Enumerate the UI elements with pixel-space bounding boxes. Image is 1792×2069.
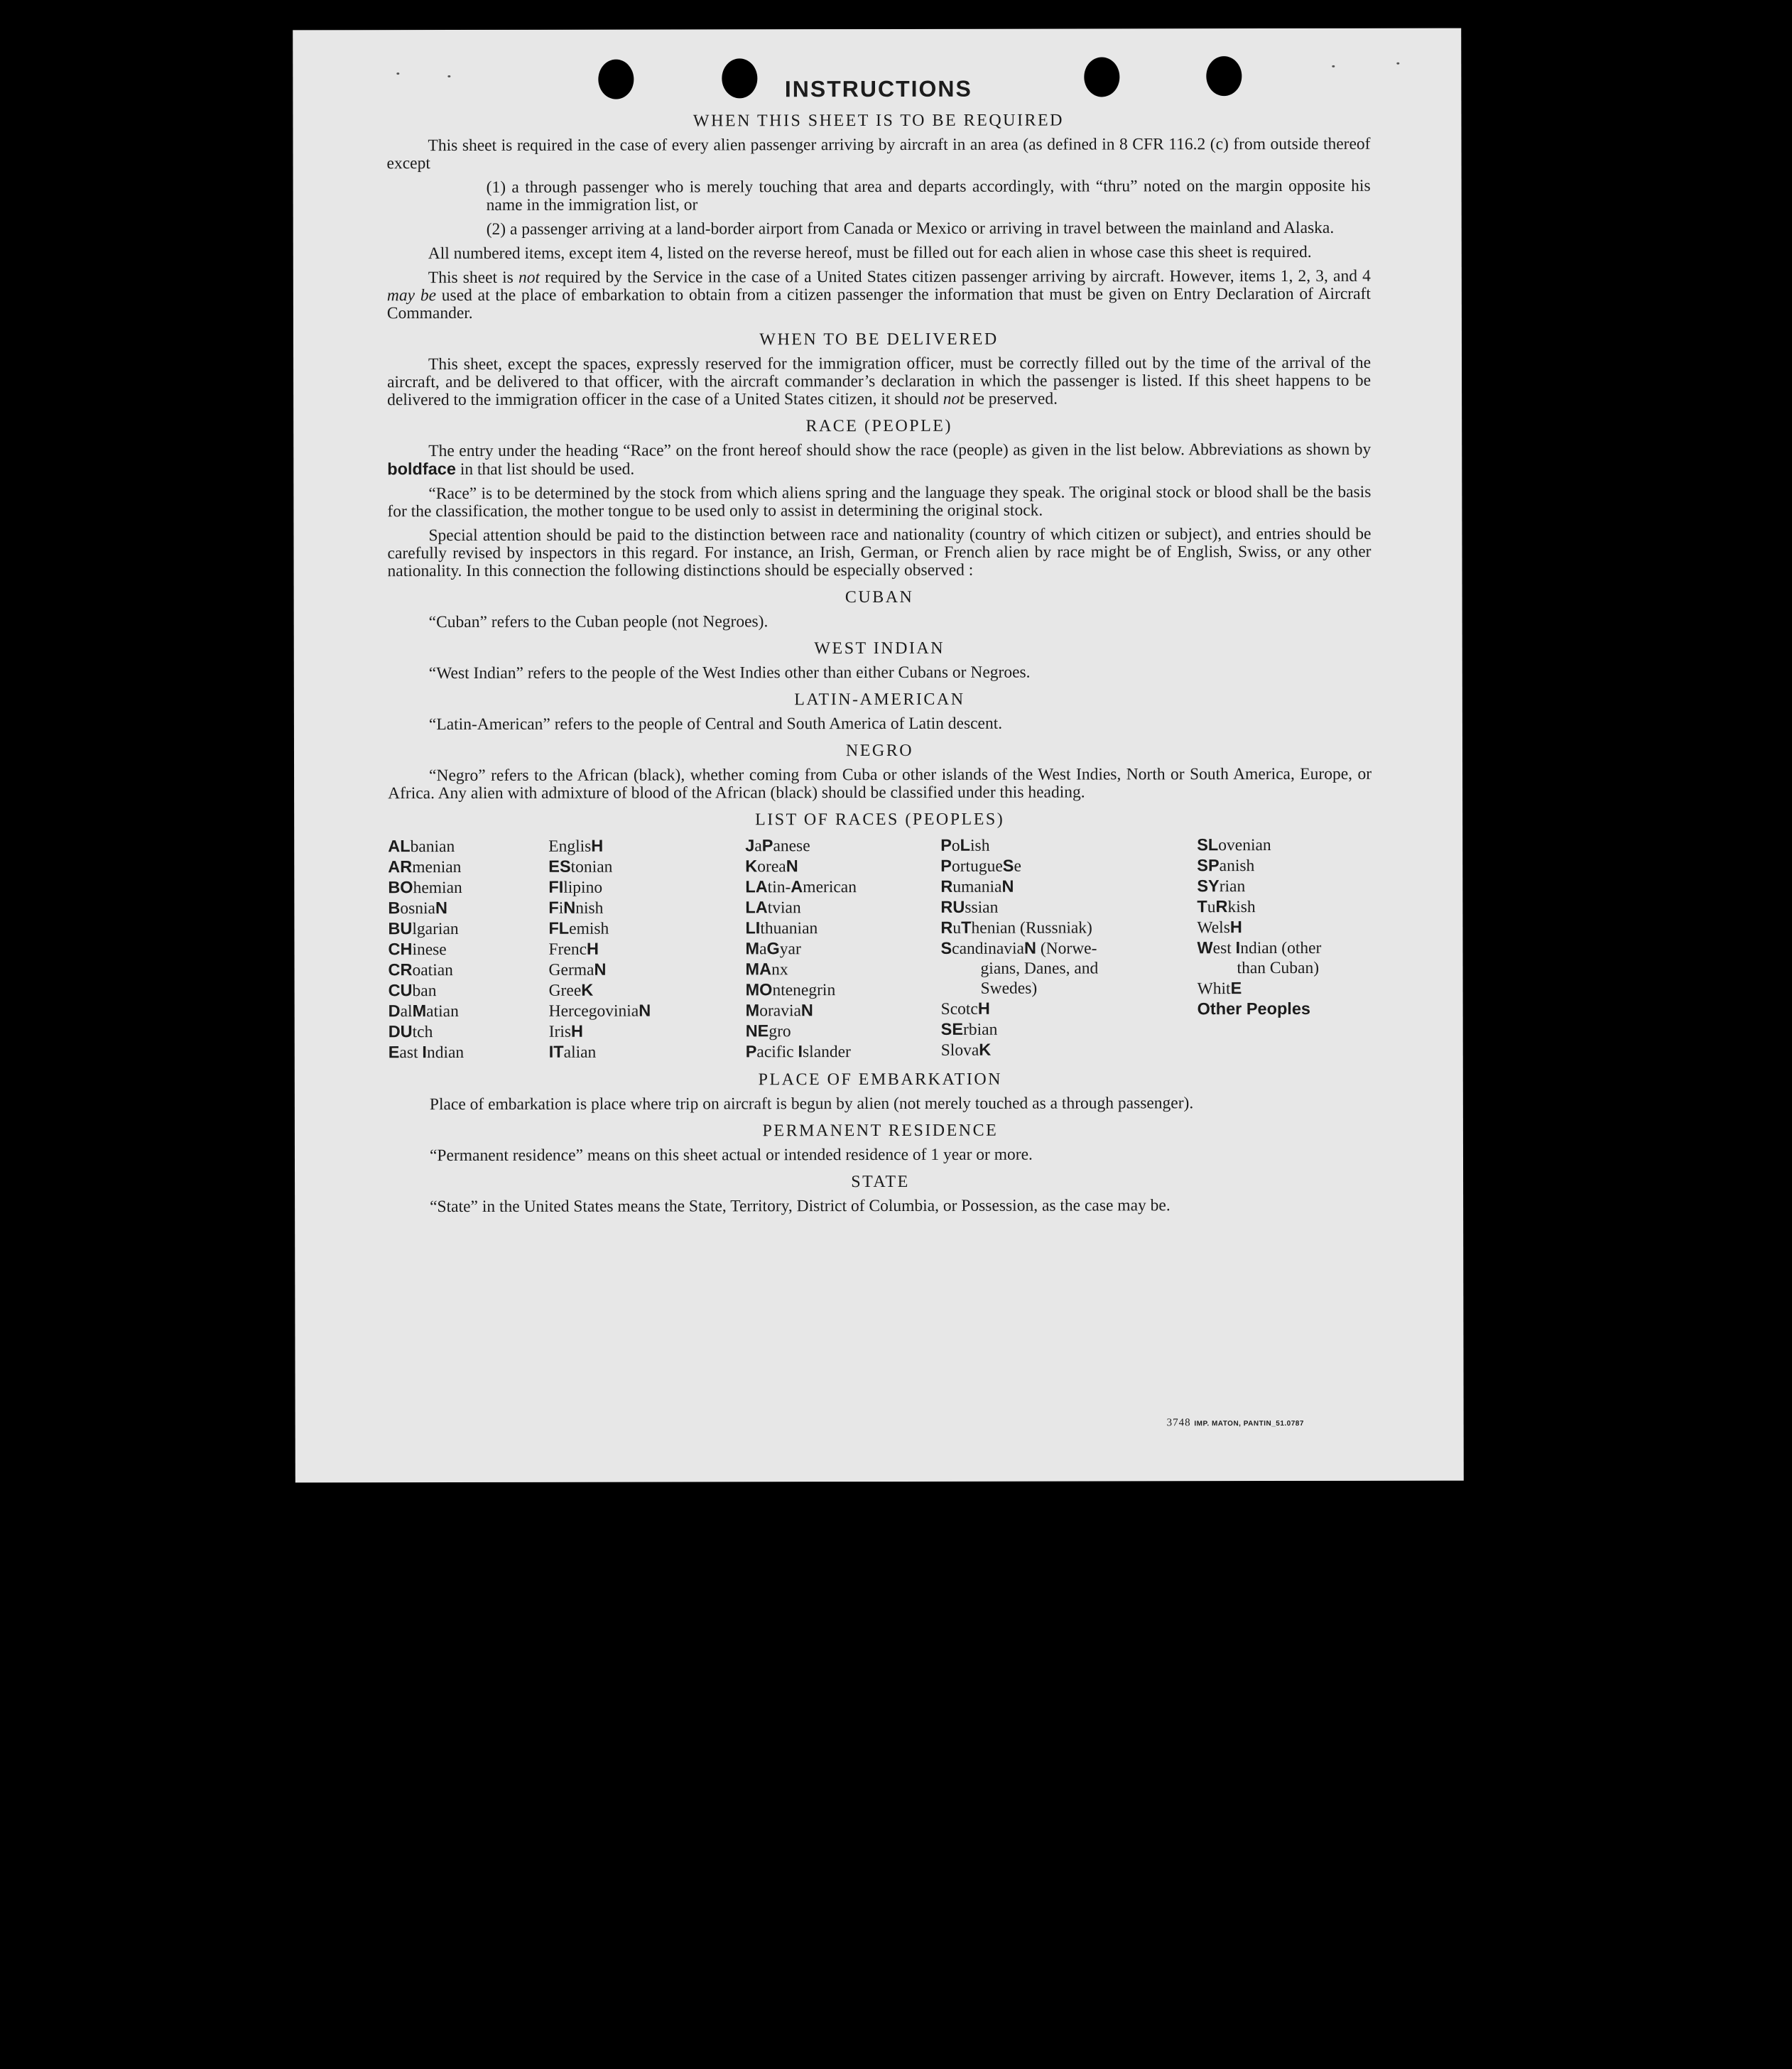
section-heading-delivered: WHEN TO BE DELIVERED: [759, 330, 999, 349]
paragraph: “Negro” refers to the African (black), whether coming from Cuba or other islands of the West Indies, North or South America, Europe, or Africa. Any alien with admixture of blood of the African (black) should be classified under this heading.: [388, 764, 1372, 803]
page-title: INSTRUCTIONS: [784, 75, 972, 102]
race-entry: EnglisH: [548, 836, 604, 856]
race-entry: FiNnish: [548, 898, 604, 918]
section-heading-state: STATE: [851, 1172, 910, 1192]
section-heading-race: RACE (PEOPLE): [805, 416, 952, 436]
paragraph: “West Indian” refers to the people of the West Indies other than either Cubans or Negroes.: [428, 663, 1031, 683]
race-column: [1197, 835, 1372, 1061]
paragraph: The entry under the heading “Race” on the front hereof should show the race (people) as given in the list below. Abbreviations as shown by boldface in that list should be used.: [387, 440, 1372, 479]
race-entry: LAtvian: [745, 898, 801, 918]
race-entry: PoLish: [940, 835, 990, 855]
section-heading-cuban: CUBAN: [845, 587, 914, 607]
race-entry: SPanish: [1197, 856, 1255, 876]
race-entry: SYrian: [1197, 876, 1246, 896]
section-heading-required: WHEN THIS SHEET IS TO BE REQUIRED: [693, 111, 1064, 131]
race-entry: NEgro: [745, 1021, 791, 1041]
speck: [1396, 63, 1399, 65]
race-entry: EStonian: [548, 857, 613, 876]
race-list: [388, 835, 1372, 1063]
section-heading-latin-american: LATIN-AMERICAN: [794, 690, 965, 710]
race-entry: IrisH: [548, 1021, 584, 1041]
race-entry: MOntenegrin: [745, 980, 836, 1000]
race-entry: TuRkish: [1197, 897, 1256, 917]
race-entry: GermaN: [548, 960, 607, 979]
printer-name: IMP. MATON, PANTIN_51.0787: [1194, 1419, 1304, 1428]
race-entry: SLovenian: [1197, 835, 1271, 855]
race-entry: Other Peoples: [1197, 999, 1310, 1019]
race-entry: gians, Danes, and: [980, 959, 1099, 978]
paragraph: “Cuban” refers to the Cuban people (not Negroes).: [428, 612, 769, 632]
race-entry: PortugueSe: [940, 856, 1021, 876]
race-entry: BOhemian: [388, 878, 462, 898]
race-column: [745, 835, 941, 1062]
section-heading-list-of-races: LIST OF RACES (PEOPLES): [755, 810, 1005, 830]
race-entry: LAtin-American: [745, 877, 857, 897]
paragraph: “Permanent residence” means on this sheet actual or intended residence of 1 year or more.: [429, 1145, 1033, 1166]
race-entry: BosniaN: [388, 898, 447, 918]
race-entry: HercegoviniaN: [548, 1001, 651, 1021]
race-entry: Pacific Islander: [745, 1042, 851, 1062]
speck: [396, 72, 399, 75]
race-entry: ARmenian: [388, 857, 462, 877]
race-entry: MoraviaN: [745, 1001, 813, 1021]
race-entry: ITalian: [548, 1042, 597, 1062]
paragraph: This sheet, except the spaces, expressly reserved for the immigration officer, must be correctly filled out by the time of the arrival of the aircraft, and be delivered to that officer, with the aircraft commander’s declaration in which the passenger is listed. If this sheet happens to be delivered to the immigration officer in the case of a United States citizen, it should not be preserved.: [387, 353, 1372, 410]
section-heading-residence: PERMANENT RESIDENCE: [762, 1121, 999, 1141]
paragraph: All numbered items, except item 4, listed on the reverse hereof, must be filled out for each alien in whose case this sheet is required.: [428, 242, 1312, 264]
document-sheet: [293, 28, 1464, 1483]
exception-item: (1) a through passenger who is merely touching that area and departs accordingly, with “thru” noted on the margin opposite his name in the immigration list, or: [486, 176, 1371, 214]
race-entry: GreeK: [548, 980, 594, 1000]
race-entry: ScandinaviaN (Norwe-: [940, 938, 1097, 958]
race-column: [548, 835, 746, 1062]
race-column: [388, 836, 549, 1063]
race-entry: MaGyar: [745, 939, 801, 959]
race-entry: West Indian (other: [1197, 938, 1322, 958]
paragraph: “Race” is to be determined by the stock from which aliens spring and the language they speak. The original stock or blood shall be the basis for the classification, the mother tongue to be used only to assist in determining the original stock.: [387, 482, 1372, 521]
race-entry: FLemish: [548, 918, 609, 938]
form-number: 3748: [1166, 1417, 1191, 1429]
race-entry: ALbanian: [388, 837, 455, 857]
race-entry: ScotcH: [940, 999, 990, 1019]
race-entry: KoreaN: [745, 857, 798, 876]
race-entry: CUban: [388, 981, 437, 1001]
race-column: [940, 835, 1198, 1062]
race-entry: Swedes): [980, 979, 1038, 998]
speck: [1332, 65, 1335, 67]
race-entry: JaPanese: [745, 836, 810, 856]
race-entry: LIthuanian: [745, 918, 818, 938]
paragraph: This sheet is not required by the Service in the case of a United States citizen passenger arriving by aircraft. However, items 1, 2, 3, and 4 may be used at the place of embarkation to obtain from a citizen passenger the information that must be given on Entry Declaration of Aircraft Commander.: [386, 266, 1371, 323]
race-entry: WelsH: [1197, 918, 1242, 938]
race-entry: DUtch: [388, 1022, 433, 1042]
section-heading-negro: NEGRO: [845, 741, 914, 761]
race-entry: FrencH: [548, 939, 599, 959]
race-entry: FIlipino: [548, 877, 603, 897]
paragraph: This sheet is required in the case of every alien passenger arriving by aircraft in an area (as defined in 8 CFR 116.2 (c) from outside thereof except: [386, 134, 1371, 173]
race-entry: MAnx: [745, 960, 788, 979]
race-entry: SlovaK: [940, 1040, 992, 1060]
exception-item: (2) a passenger arriving at a land-border airport from Canada or Mexico or arriving in travel between the mainland and Alaska.: [486, 218, 1335, 239]
race-entry: RUssian: [940, 897, 999, 917]
race-entry: WhitE: [1197, 979, 1242, 999]
race-entry: than Cuban): [1237, 958, 1320, 978]
race-entry: SErbian: [940, 1019, 998, 1039]
section-heading-embarkation: PLACE OF EMBARKATION: [758, 1070, 1002, 1090]
instructions-content: [386, 74, 1372, 1222]
race-entry: RuThenian (Russniak): [940, 918, 1092, 938]
race-entry: CHinese: [388, 940, 447, 960]
race-entry: BUlgarian: [388, 919, 459, 939]
race-entry: CRoatian: [388, 960, 453, 980]
printer-imprint: [1167, 1417, 1304, 1429]
paragraph: “State” in the United States means the State, Territory, District of Columbia, or Possession, as the case may be.: [430, 1196, 1171, 1217]
race-entry: DalMatian: [388, 1001, 459, 1021]
paragraph: Special attention should be paid to the distinction between race and nationality (country of which citizen or subject), and entries should be carefully revised by inspectors in this regard. For instance, an Irish, German, or French alien by race might be of English, Swiss, or any other nationality. In this connection the following distinctions should be especially observed :: [387, 524, 1372, 581]
race-entry: East Indian: [388, 1043, 465, 1063]
paragraph: Place of embarkation is place where trip on aircraft is begun by alien (not merely touched as a through passenger).: [429, 1094, 1194, 1114]
paragraph: “Latin-American” refers to the people of Central and South America of Latin descent.: [428, 714, 1003, 734]
section-heading-west-indian: WEST INDIAN: [814, 639, 945, 658]
race-entry: RumaniaN: [940, 876, 1014, 896]
